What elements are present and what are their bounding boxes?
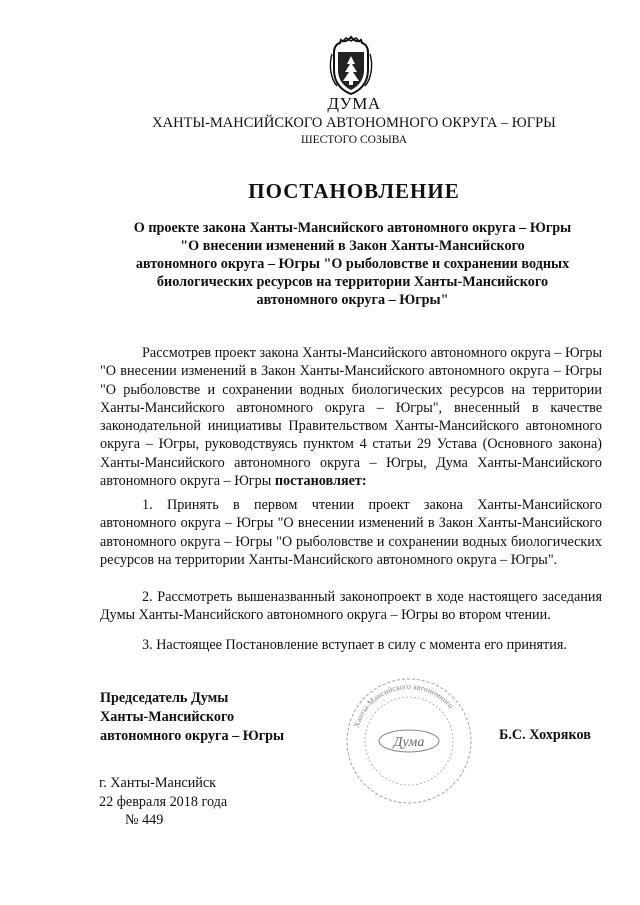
document-footer [99, 774, 227, 830]
subject-line: "О внесении изменений в Закон Ханты-Мансийского [180, 238, 525, 254]
signatory-title-line: Председатель Думы [100, 690, 229, 706]
org-convocation: ШЕСТОГО СОЗЫВА [300, 134, 408, 146]
org-name-line2: ХАНТЫ-МАНСИЙСКОГО АВТОНОМНОГО ОКРУГА – ЮГРЫ [152, 115, 556, 131]
resolution-item-1: 1. Принять в первом чтении проект закона Ханты-Мансийского автономного округа – Югры "О внесении изменений в Закон Ханты-Мансийского автономного округа – Югры "О рыболовстве и сохранении водных биологических ресурсов на территории Ханты-Мансийского автономного округа – Югры". [100, 497, 602, 568]
coat-of-arms-icon [327, 34, 375, 96]
signatory-title-line: Ханты-Мансийского [100, 709, 235, 725]
signatory-name: Б.С. Хохряков [499, 727, 591, 743]
subject-line: автономного округа – Югры "О рыболовстве и сохранении водных [135, 256, 570, 272]
org-name-line1: ДУМА [327, 94, 381, 113]
resolution-item-2: 2. Рассмотреть вышеназванный законопроект в ходе настоящего заседания Думы Ханты-Мансийского автономного округа – Югры во втором чтении. [100, 589, 602, 624]
stamp-ring-text: Ханты-Мансийского автономного [351, 681, 456, 729]
signatory-title [100, 689, 284, 746]
svg-text:Ханты-Мансийского автономного [352, 682, 455, 729]
place-of-issue: г. Ханты-Мансийск [99, 775, 217, 791]
signatory-title-line: автономного округа – Югры [100, 728, 285, 744]
stamp-center-text: Дума [393, 735, 425, 750]
subject-line: биологических ресурсов на территории Ханты-Мансийского [156, 274, 549, 290]
decision-word: постановляет: [274, 473, 367, 490]
official-stamp [343, 675, 475, 807]
subject-line: О проекте закона Ханты-Мансийского автономного округа – Югры [133, 220, 572, 236]
document-type: ПОСТАНОВЛЕНИЕ [248, 179, 460, 203]
subject-line: автономного округа – Югры" [256, 292, 449, 308]
issue-date: 22 февраля 2018 года [99, 793, 228, 810]
document-subject [120, 219, 585, 309]
preamble-text: Рассмотрев проект закона Ханты-Мансийского автономного округа – Югры "О внесении изменений в Закон Ханты-Мансийского автономного округа – Югры "О рыболовстве и сохранении водных биологических ресурсов на территории Ханты-Мансийского автономного округа – Югры", внесенный в качестве законодательной инициативы Правительством Ханты-Мансийского автономного округа – Югры, руководствуясь пунктом 4 статьи 29 Устава (Основного закона) Ханты-Мансийского автономного округа – Югры, Дума Ханты-Мансийского автономного округа – Югры [100, 345, 602, 490]
document-number: № 449 [125, 812, 164, 828]
resolution-item-3: 3. Настоящее Постановление вступает в силу с момента его принятия. [142, 637, 567, 653]
preamble-paragraph [100, 344, 602, 490]
